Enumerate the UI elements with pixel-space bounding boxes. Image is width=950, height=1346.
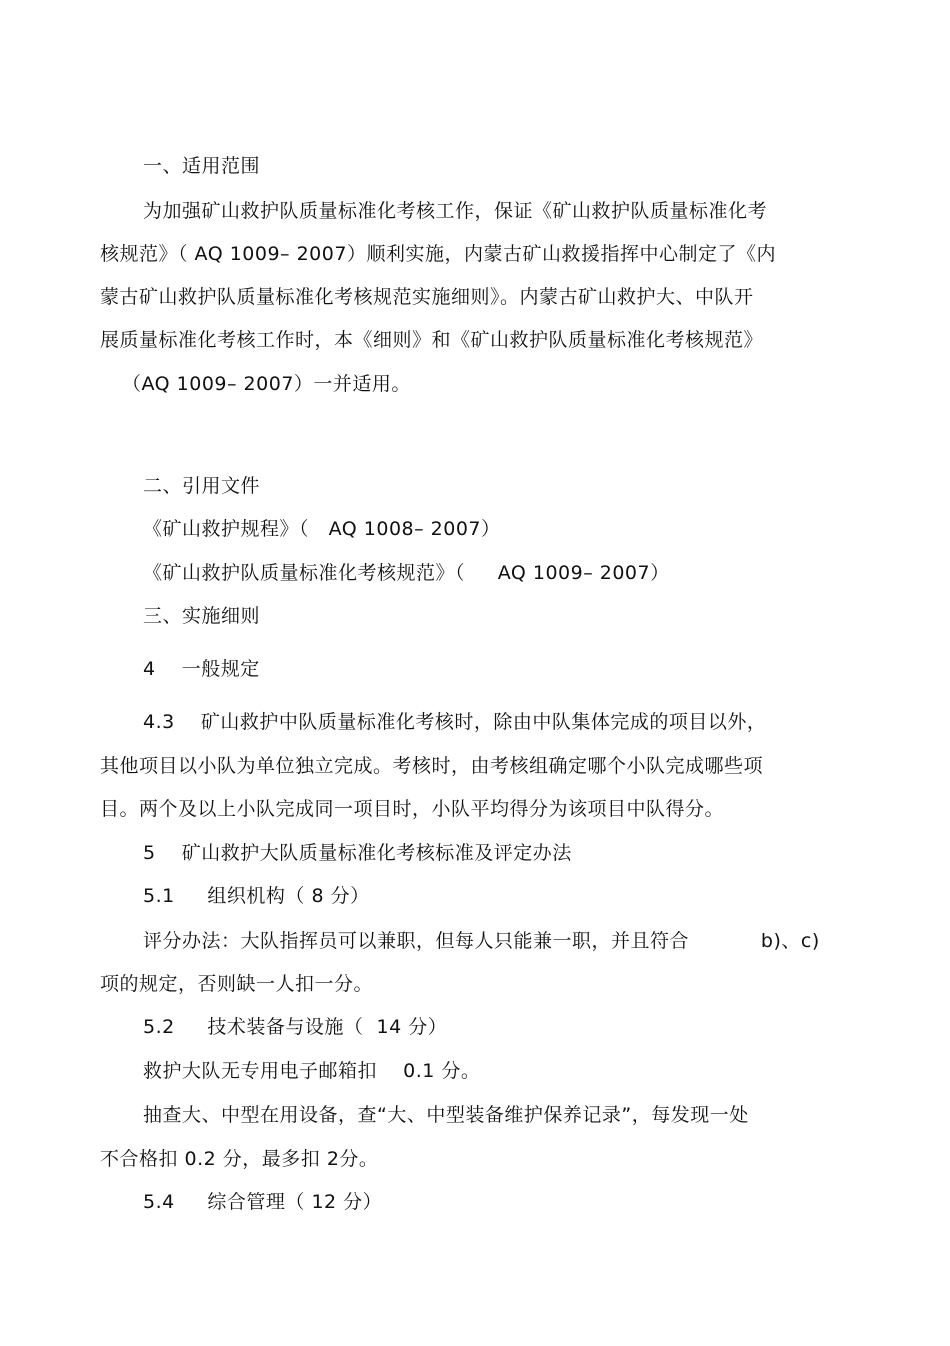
section1-para-line-1: 为加强矿山救护队质量标准化考核工作，保证《矿山救护队质量标准化考 — [143, 200, 768, 222]
section3-heading: 三、实施细则 — [143, 605, 261, 627]
reference-item-2: 《矿山救护队质量标准化考核规范》（ AQ 1009– 2007） — [143, 562, 670, 584]
section1-para-line-3: 蒙古矿山救护队质量标准化考核规范实施细则》。内蒙古矿山救护大、中队开 — [100, 286, 754, 308]
section1-para-line-2: 核规范》（ AQ 1009– 2007）顺利实施，内蒙古矿山救援指挥中心制定了《内 — [100, 243, 776, 265]
section1-heading: 一、适用范围 — [143, 155, 261, 177]
item-4-3-line-3: 目。两个及以上小队完成同一项目时，小队平均得分为该项目中队得分。 — [100, 798, 725, 820]
section1-para-line-5: （AQ 1009– 2007）一并适用。 — [122, 373, 411, 395]
reference-item-1: 《矿山救护规程》（ AQ 1008– 2007） — [143, 518, 501, 540]
item-5-1-method-line-1: 评分办法：大队指挥员可以兼职，但每人只能兼一职，并且符合 b)、c) — [143, 930, 820, 952]
section2-heading: 二、引用文件 — [143, 475, 261, 497]
item-5-2-note-2-line-2: 不合格扣 0.2 分，最多扣 2分。 — [100, 1148, 379, 1170]
item-4-3-line-1: 4.3 矿山救护中队质量标准化考核时，除由中队集体完成的项目以外， — [143, 711, 767, 733]
section1-para-line-4: 展质量标准化考核工作时，本《细则》和《矿山救护队质量标准化考核规范》 — [100, 329, 764, 351]
item-5-1-heading: 5.1 组织机构（ 8 分） — [143, 885, 370, 907]
item-5-1-method-line-2: 项的规定，否则缺一人扣一分。 — [100, 973, 374, 995]
item-4-3-line-2: 其他项目以小队为单位独立完成。考核时，由考核组确定哪个小队完成哪些项 — [100, 755, 764, 777]
item-5-2-note-1: 救护大队无专用电子邮箱扣 0.1 分。 — [143, 1060, 481, 1082]
item-5-heading: 5 矿山救护大队质量标准化考核标准及评定办法 — [143, 842, 572, 864]
item-5-2-note-2-line-1: 抽查大、中型在用设备，查“大、中型装备维护保养记录”，每发现一处 — [143, 1104, 749, 1126]
item-4-heading: 4 一般规定 — [143, 658, 260, 680]
item-5-4-heading: 5.4 综合管理（ 12 分） — [143, 1191, 383, 1213]
item-5-2-heading: 5.2 技术装备与设施（ 14 分） — [143, 1016, 448, 1038]
